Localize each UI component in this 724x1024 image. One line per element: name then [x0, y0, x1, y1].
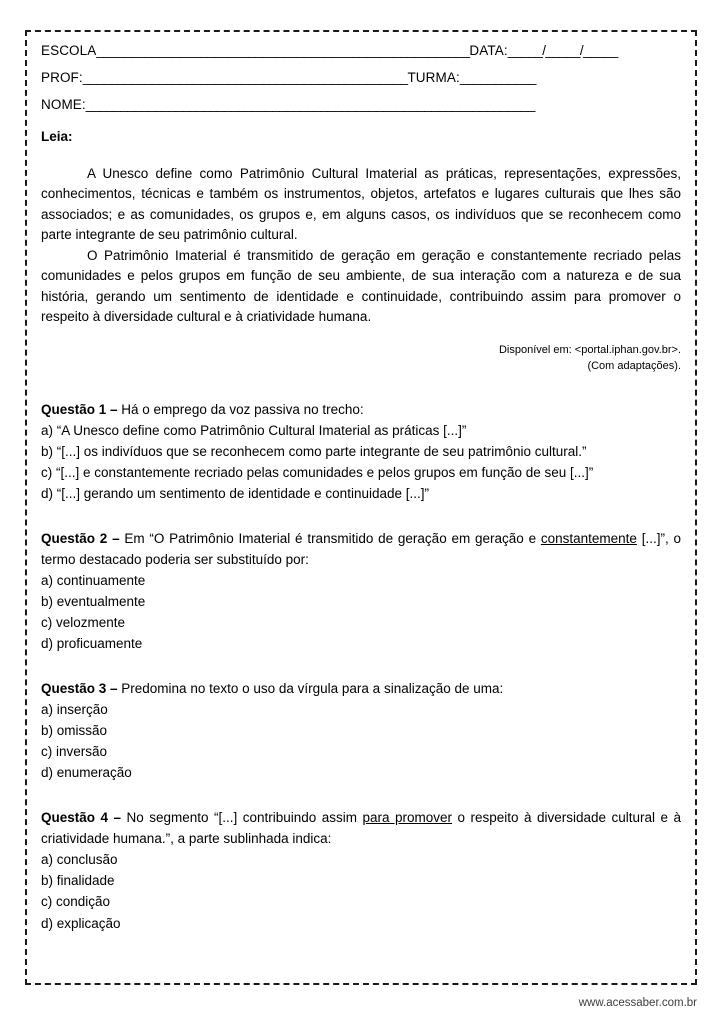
nome-label: NOME:	[41, 98, 86, 113]
question-1-alternative-a[interactable]: a) “A Unesco define como Patrimônio Cultural Imaterial as práticas [...]”	[41, 422, 467, 438]
data-label: DATA:	[469, 44, 508, 58]
question-2-alternative-d[interactable]: d) proficuamente	[41, 635, 143, 651]
question-1-alternative-d[interactable]: d) “[...] gerando um sentimento de identidade e continuidade [...]”	[41, 485, 429, 501]
question-2-stem-underlined: constantemente	[540, 530, 637, 546]
source-url-line: Disponível em: <portal.iphan.gov.br>.	[498, 343, 681, 356]
question-4-stem	[41, 807, 681, 849]
question-block-2	[41, 528, 681, 654]
question-3-alternative-c[interactable]: c) inversão	[41, 744, 108, 760]
worksheet-sheet	[25, 30, 697, 985]
question-4-alternative-c[interactable]: c) condição	[41, 894, 111, 910]
question-4-alternative-d[interactable]: d) explicação	[41, 915, 121, 931]
nome-blank[interactable]: _________________________________________________________________	[85, 98, 535, 113]
prof-blank[interactable]: _______________________________________________	[82, 71, 408, 86]
question-block-3	[41, 678, 681, 783]
id-line-escola	[41, 44, 681, 58]
question-1-alternative-b[interactable]: b) “[...] os indivíduos que se reconhecem como parte integrante de seu patrimônio cultural.”	[41, 443, 587, 459]
question-2-alternative-c[interactable]: c) velozmente	[41, 614, 126, 630]
passage-source	[41, 343, 681, 375]
question-4-stem-before: No segmento “[...] contribuindo assim	[121, 810, 363, 826]
escola-label: ESCOLA	[41, 44, 97, 58]
question-3-stem-before: Predomina no texto o uso da vírgula para a sinalização de uma:	[117, 681, 504, 697]
footer-website[interactable]: www.acessaber.com.br	[578, 997, 697, 1009]
question-4-alternative-b[interactable]: b) finalidade	[41, 873, 115, 889]
question-2-stem	[41, 528, 681, 570]
question-1-stem-before: Há o emprego da voz passiva no trecho:	[117, 401, 364, 417]
student-id-header	[41, 44, 681, 113]
id-line-prof	[41, 71, 681, 85]
question-3-alternative-a[interactable]: a) inserção	[41, 702, 108, 718]
prof-label: PROF:	[41, 71, 83, 86]
id-line-nome	[41, 98, 681, 112]
question-block-4	[41, 807, 681, 933]
escola-blank[interactable]: ______________________________________________________	[96, 44, 470, 58]
question-2-stem-after: [...]”, o termo destacado poderia ser substituído por:	[41, 530, 682, 567]
data-blank[interactable]: _____/_____/_____	[507, 44, 618, 58]
question-4-stem-underlined: para promover	[362, 810, 453, 826]
question-3-number: Questão 3 –	[41, 681, 118, 697]
source-adaptation-line: (Com adaptações).	[587, 359, 681, 372]
question-2-alternative-a[interactable]: a) continuamente	[41, 572, 146, 588]
turma-blank[interactable]: ___________	[459, 71, 536, 86]
question-4-stem-after: o respeito à diversidade cultural e à criatividade humana.”, a parte sublinhada indica:	[41, 810, 681, 847]
question-block-1	[41, 399, 681, 504]
question-3-alternative-d[interactable]: d) enumeração	[41, 765, 132, 781]
question-2-number: Questão 2 –	[41, 530, 120, 546]
question-1-alternative-c[interactable]: c) “[...] e constantemente recriado pelas comunidades e pelos grupos em função de seu [...]”	[41, 464, 594, 480]
question-1-number: Questão 1 –	[41, 401, 118, 417]
turma-label: TURMA:	[407, 71, 460, 86]
page-footer	[0, 997, 697, 1009]
question-4-alternative-a[interactable]: a) conclusão	[41, 852, 118, 868]
question-1-stem	[41, 399, 681, 420]
question-3-alternative-b[interactable]: b) omissão	[41, 723, 108, 739]
question-4-number: Questão 4 –	[41, 810, 121, 826]
passage-paragraph-1: A Unesco define como Patrimônio Cultural Imaterial as práticas, representações, expressões, conhecimentos, técnicas e também os instrumentos, objetos, artefatos e lugares culturais que lhes são associados; e as comunidades, os grupos e, em alguns casos, os indivíduos que se reconhecem como parte integrante de seu patrimônio cultural.	[41, 165, 681, 243]
question-3-stem	[41, 678, 681, 699]
question-2-alternative-b[interactable]: b) eventualmente	[41, 593, 146, 609]
reading-instruction: Leia:	[41, 128, 73, 144]
question-2-stem-before: Em “O Patrimônio Imaterial é transmitido de geração em geração e	[119, 530, 541, 546]
passage-paragraph-2: O Patrimônio Imaterial é transmitido de geração em geração e constantemente recriado pelas comunidades e pelos grupos em função de seu ambiente, de sua interação com a natureza e de sua história, gerando um sentimento de identidade e continuidade, contribuindo assim para promover o respeito à diversidade cultural e à criatividade humana.	[41, 247, 681, 325]
worksheet-content	[27, 32, 695, 934]
